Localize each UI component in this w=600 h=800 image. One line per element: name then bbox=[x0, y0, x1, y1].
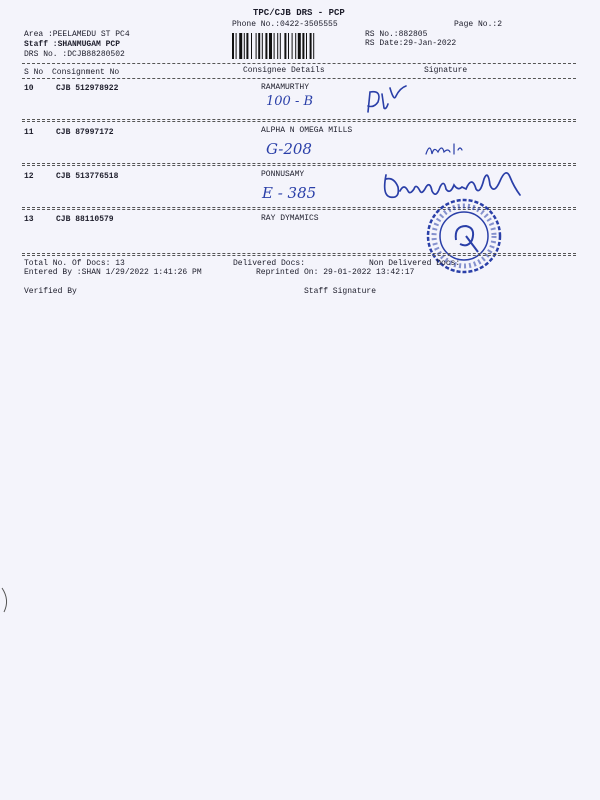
non-delivered-docs: Non Delivered Docs: bbox=[369, 259, 461, 268]
row-consignment: CJB 512978922 bbox=[56, 84, 119, 93]
delivered-docs: Delivered Docs: bbox=[233, 259, 306, 268]
phone-number: Phone No.:0422-3505555 bbox=[232, 20, 338, 29]
row-consignee: RAY DYMAMICS bbox=[261, 214, 319, 223]
row-consignee: ALPHA N OMEGA MILLS bbox=[261, 126, 353, 135]
row-sno: 10 bbox=[24, 84, 34, 93]
handwritten-door-number: 100 - B bbox=[266, 94, 314, 109]
report-title: TPC/CJB DRS - PCP bbox=[253, 8, 345, 18]
verified-by: Verified By bbox=[24, 287, 77, 296]
row-consignment: CJB 513776518 bbox=[56, 172, 119, 181]
page-number: Page No.:2 bbox=[454, 20, 503, 29]
divider bbox=[22, 163, 576, 164]
divider bbox=[22, 121, 576, 122]
row-sno: 12 bbox=[24, 172, 34, 181]
divider bbox=[22, 63, 576, 64]
row-sno: 11 bbox=[24, 128, 34, 137]
divider bbox=[22, 255, 576, 256]
row-consignment: CJB 87997172 bbox=[56, 128, 114, 137]
row-consignee: PONNUSAMY bbox=[261, 170, 305, 179]
rs-date: RS Date:29-Jan-2022 bbox=[365, 39, 457, 48]
total-docs: Total No. Of Docs: 13 bbox=[24, 259, 125, 268]
staff-signature-label: Staff Signature bbox=[304, 287, 377, 296]
col-signature: Signature bbox=[424, 66, 468, 75]
delivery-signature-scrawl bbox=[362, 82, 410, 118]
col-consignee: Consignee Details bbox=[243, 66, 325, 75]
staff-label: Staff :SHANMUGAM PCP bbox=[24, 40, 121, 49]
entered-by: Entered By :SHAN 1/29/2022 1:41:26 PM bbox=[24, 268, 202, 277]
scan-edge-mark bbox=[0, 586, 14, 614]
row-consignee: RAMAMURTHY bbox=[261, 83, 310, 92]
rs-number: RS No.:882805 bbox=[365, 30, 428, 39]
handwritten-note-scrawl bbox=[424, 140, 464, 158]
area-label: Area :PEELAMEDU ST PC4 bbox=[24, 30, 130, 39]
handwritten-door-number: E - 385 bbox=[262, 184, 317, 202]
barcode-image bbox=[232, 33, 354, 59]
reprinted-on: Reprinted On: 29-01-2022 13:42:17 bbox=[256, 268, 415, 277]
divider bbox=[22, 253, 576, 254]
divider bbox=[22, 78, 576, 79]
col-consignment: Consignment No bbox=[52, 68, 120, 77]
handwritten-door-number: G-208 bbox=[266, 140, 312, 158]
row-consignment: CJB 88110579 bbox=[56, 215, 114, 224]
row-sno: 13 bbox=[24, 215, 34, 224]
drs-number: DRS No. :DCJB88280502 bbox=[24, 50, 125, 59]
col-sno: S No bbox=[24, 68, 44, 77]
divider bbox=[22, 119, 576, 120]
